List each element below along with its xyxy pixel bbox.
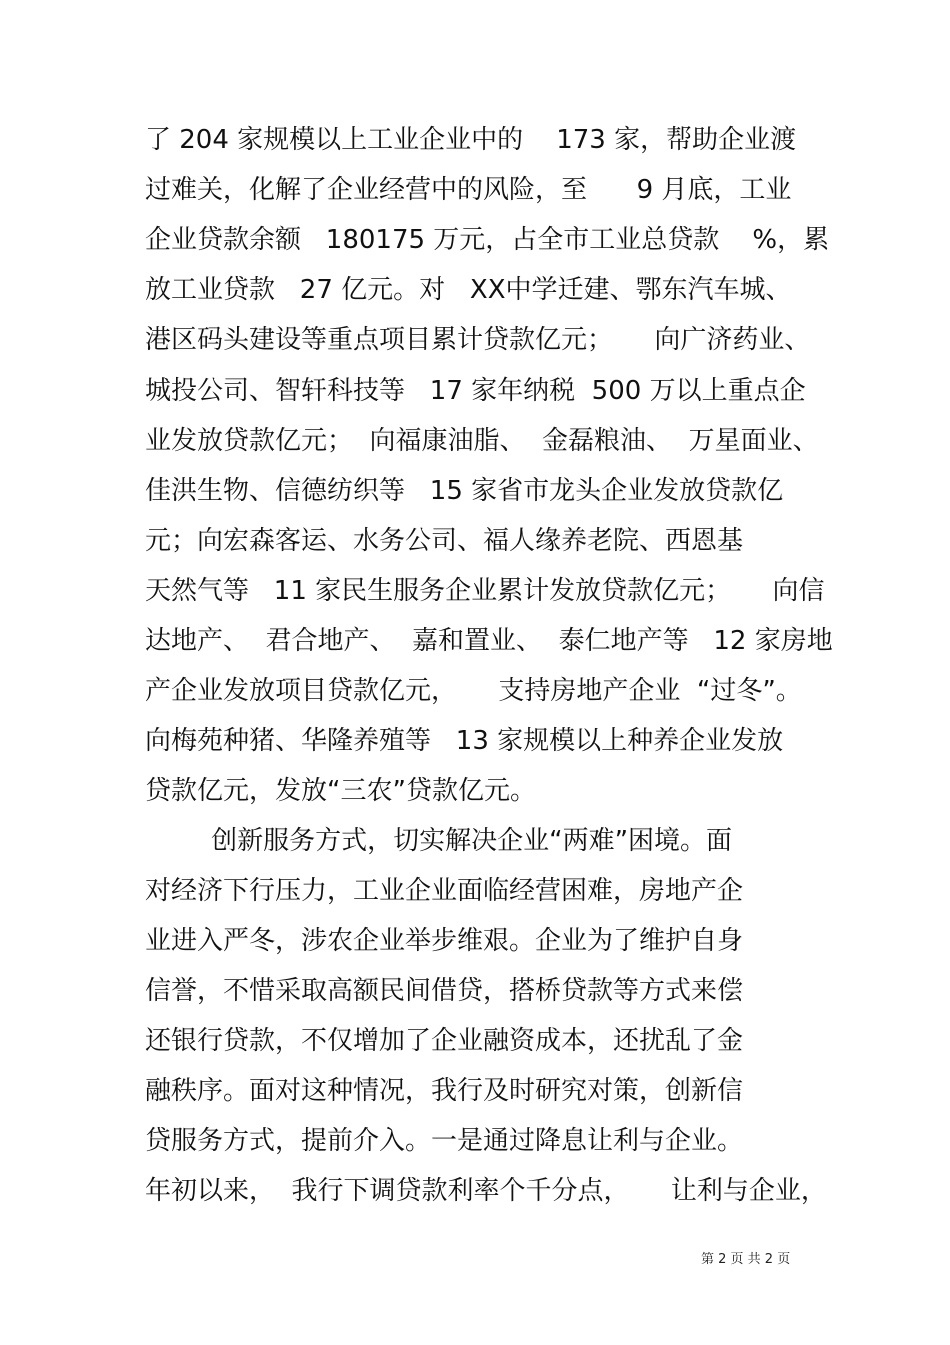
body-text-line: 达地产、 君合地产、 嘉和置业、 泰仁地产等 12 家房地 [145,626,833,656]
body-text-line: 信誉，不惜采取高额民间借贷，搭桥贷款等方式来偿 [145,976,744,1006]
body-text-line: 还银行贷款，不仅增加了企业融资成本，还扰乱了金 [145,1026,744,1056]
body-text-line: 天然气等 11 家民生服务企业累计发放贷款亿元； 向信 [145,576,825,606]
body-text-line: 产企业发放项目贷款亿元， 支持房地产企业 “过冬”。 [145,676,802,706]
body-text-line: 对经济下行压力，工业企业面临经营困难，房地产企 [145,876,744,906]
body-text-line: 业发放贷款亿元； 向福康油脂、 金磊粮油、 万星面业、 [145,426,819,456]
body-text-line: 业进入严冬，涉农企业举步维艰。企业为了维护自身 [145,926,744,956]
body-text-line: 贷服务方式，提前介入。一是通过降息让利与企业。 [145,1126,744,1156]
body-text-line: 城投公司、智轩科技等 17 家年纳税 500 万以上重点企 [145,376,806,406]
body-text-line: 港区码头建设等重点项目累计贷款亿元； 向广济药业、 [145,325,811,355]
body-text-line: 佳洪生物、信德纺织等 15 家省市龙头企业发放贷款亿 [145,476,784,506]
paragraph-start-line: 创新服务方式，切实解决企业“两难”困境。面 [145,826,733,856]
body-text-line: 年初以来， 我行下调贷款利率个千分点， 让利与企业， [145,1176,827,1206]
body-text-line: 了 204 家规模以上工业企业中的 173 家，帮助企业渡 [145,125,797,155]
body-text-line: 企业贷款余额 180175 万元，占全市工业总贷款 %，累 [145,225,830,255]
body-text-line: 融秩序。面对这种情况，我行及时研究对策，创新信 [145,1076,744,1106]
body-text-line: 向梅苑种猪、华隆养殖等 13 家规模以上种养企业发放 [145,726,784,756]
body-text-line: 贷款亿元，发放“三农”贷款亿元。 [145,776,536,806]
body-text-line: 过难关，化解了企业经营中的风险，至 9 月底，工业 [145,175,792,205]
body-text-line: 元；向宏森客运、水务公司、福人缘养老院、西恩基 [145,526,744,556]
page-number-footer: 第 2 页 共 2 页 [701,1252,791,1267]
body-text-line: 放工业贷款 27 亿元。对 XX中学迁建、鄂东汽车城、 [145,275,792,305]
